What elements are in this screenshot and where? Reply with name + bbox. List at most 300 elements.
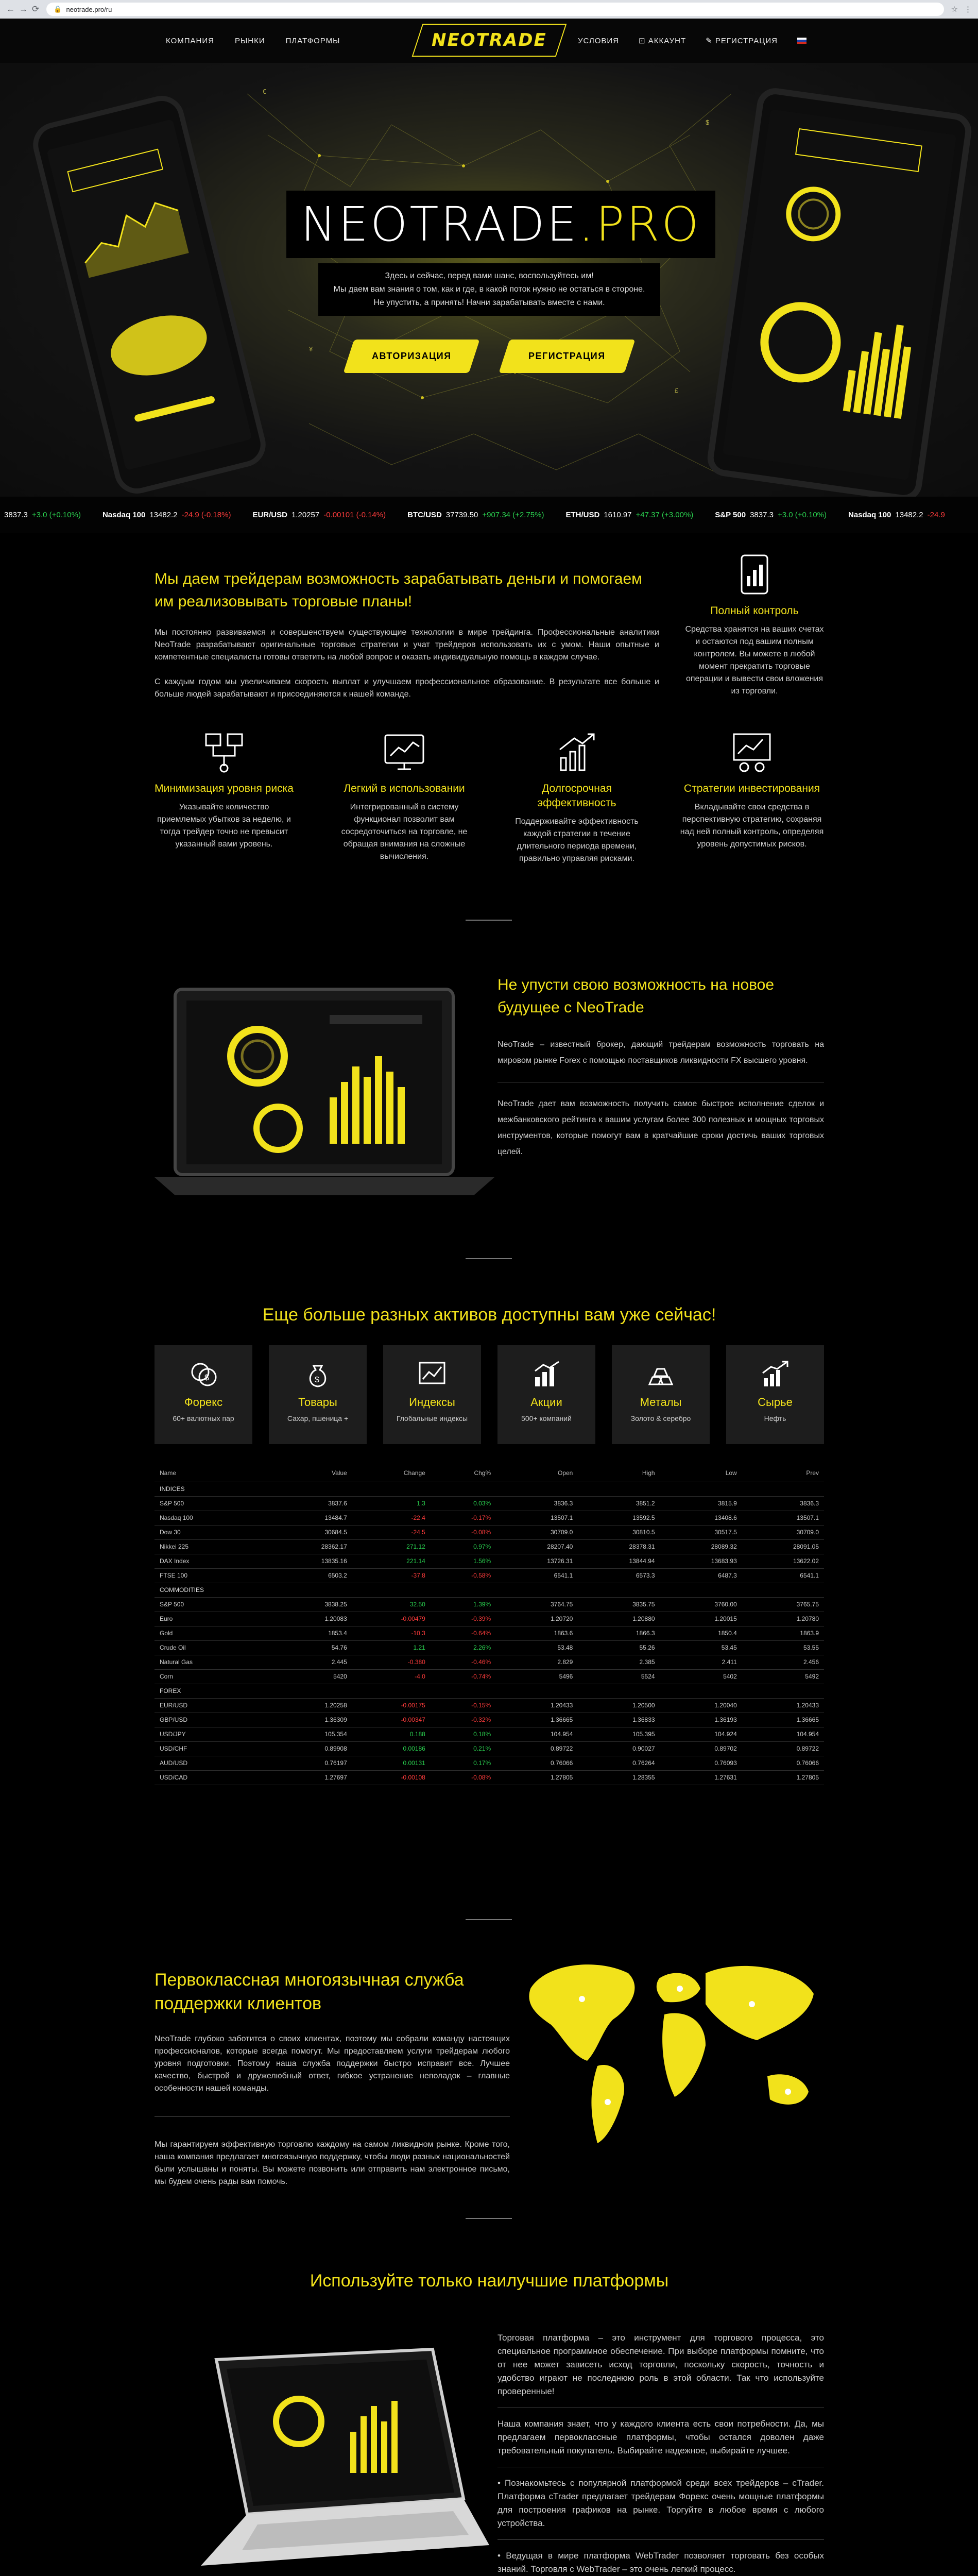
asset-subtitle: Золото & серебро [630, 1414, 691, 1422]
table-cell: 0.18% [431, 1727, 496, 1741]
site-logo[interactable] [412, 24, 567, 57]
table-cell: -0.32% [431, 1713, 496, 1727]
nav-markets[interactable]: РЫНКИ [234, 36, 265, 45]
column-header: Name [155, 1464, 270, 1482]
table-row[interactable] [155, 1597, 824, 1612]
menu-icon[interactable]: ⋮ [964, 5, 972, 14]
table-cell: -0.74% [431, 1669, 496, 1684]
column-header: Change [352, 1464, 431, 1482]
table-cell: 0.03% [431, 1496, 496, 1511]
table-cell: 6541.1 [742, 1568, 824, 1583]
laptop-illustration [155, 979, 494, 1206]
table-cell: 1.27697 [270, 1770, 352, 1785]
asset-cards [155, 1345, 824, 1444]
feature-title: Полный контроль [710, 605, 799, 617]
table-cell: 1.20880 [578, 1612, 660, 1626]
future-paragraph-1: NeoTrade – известный брокер, дающий трейдерам возможность торговать на мировом рынке Forex с помощью поставщиков ликвидности FX высшего уровня. [497, 1040, 824, 1065]
table-cell: 0.188 [352, 1727, 431, 1741]
ticker-item[interactable] [102, 511, 231, 519]
table-row[interactable] [155, 1698, 824, 1713]
table-cell: 2.26% [431, 1640, 496, 1655]
table-cell: -0.64% [431, 1626, 496, 1640]
table-cell: 1.36193 [660, 1713, 742, 1727]
table-cell: Gold [155, 1626, 270, 1640]
feature-text: Средства хранятся на ваших счетах и остаются под вашим полным контролем. Вы можете в любой момент прекратить торговые операции и вывести свои вложения из торговли. [685, 625, 824, 696]
table-cell: 3760.00 [660, 1597, 742, 1612]
table-cell: 13592.5 [578, 1511, 660, 1525]
table-cell: 0.89908 [270, 1741, 352, 1756]
table-cell: 3837.6 [270, 1496, 352, 1511]
table-cell: 53.48 [496, 1640, 578, 1655]
table-cell: 1.20083 [270, 1612, 352, 1626]
hero-title-main: NEOTRADE [301, 197, 579, 252]
table-cell: 1.20040 [660, 1698, 742, 1713]
table-cell: -0.08% [431, 1770, 496, 1785]
table-cell: 0.89722 [496, 1741, 578, 1756]
ticker-symbol: EUR/USD [252, 510, 287, 519]
top-nav [0, 19, 978, 63]
asset-subtitle: Сахар, пшеница + [287, 1414, 349, 1422]
browser-nav [6, 4, 39, 14]
support-text-block [155, 1968, 510, 2188]
section-divider [466, 920, 512, 921]
ticker-symbol: S&P 500 [715, 510, 746, 519]
asset-subtitle: Нефть [764, 1414, 786, 1422]
platforms-title: Используйте только наилучшие платформы [310, 2271, 669, 2291]
future-title: Не упусти свою возможность на новое будущее с NeoTrade [497, 976, 775, 1016]
table-row[interactable] [155, 1727, 824, 1741]
table-cell: Corn [155, 1669, 270, 1684]
ticker-change: +47.37 (+3.00%) [636, 510, 694, 519]
table-category-row [155, 1482, 824, 1496]
asset-title: Металы [640, 1396, 682, 1409]
nav-conditions[interactable]: УСЛОВИЯ [578, 36, 619, 45]
table-cell: 30684.5 [270, 1525, 352, 1539]
ticker-value: 1.20257 [291, 510, 320, 519]
table-cell: 53.55 [742, 1640, 824, 1655]
table-cell: 30517.5 [660, 1525, 742, 1539]
table-cell: FTSE 100 [155, 1568, 270, 1583]
asset-title: Товары [298, 1396, 337, 1409]
ticker-value: 3837.3 [4, 510, 28, 519]
nav-register[interactable] [706, 36, 778, 45]
table-cell: 5496 [496, 1669, 578, 1684]
table-cell: GBP/USD [155, 1713, 270, 1727]
table-cell: 13726.31 [496, 1554, 578, 1568]
support-paragraph-2: Мы гарантируем эффективную торговлю каждому на самом ликвидном рынке. Кроме того, наша компания предлагает многоязычную поддержку, чтобы люди разных национальностей были услышаны и поняты. Вы можете позвонить или отправить нам электронное письмо, мы будем очень рады вам помочь. [155, 2140, 510, 2186]
tablet-chart-graphic [723, 109, 957, 480]
table-cell: 104.924 [660, 1727, 742, 1741]
intro-paragraph-1: Мы постоянно развиваемся и совершенствуем существующие технологии в мире трейдинга. Профессиональные аналитики NeoTrade разрабатывают оригинальные торговые стратегии и учат трейдеров использовать их с умом. Наши опытные и компетентные специалисты готовы ответить на любой вопрос и оказать индивидуальную помощь в каждом случае. [155, 628, 659, 662]
login-button-label: АВТОРИЗАЦИЯ [371, 351, 452, 361]
login-button[interactable] [343, 340, 479, 373]
asset-subtitle: Глобальные индексы [396, 1414, 468, 1422]
table-cell: 0.00131 [352, 1756, 431, 1770]
table-cell: 13683.93 [660, 1554, 742, 1568]
reload-icon[interactable]: ⟳ [32, 4, 40, 14]
phone-chart-icon [685, 551, 824, 598]
table-cell: 1850.4 [660, 1626, 742, 1640]
table-cell: 1.56% [431, 1554, 496, 1568]
table-cell: 13484.7 [270, 1511, 352, 1525]
table-cell: 1.20258 [270, 1698, 352, 1713]
feature-text: Интегрированный в систему функционал позволит вам сосредоточиться на торговле, не обращая внимания на сложные вычисления. [341, 803, 468, 861]
table-cell: 0.00186 [352, 1741, 431, 1756]
table-category-row [155, 1684, 824, 1698]
table-cell: -0.00175 [352, 1698, 431, 1713]
feature-text: Вкладывайте свои средства в перспективную стратегию, сохраняя над ней полный контроль, определяя уровень допустимых рисков. [680, 803, 824, 849]
svg-text:$: $ [204, 1374, 209, 1382]
ticker-value: 13482.2 [895, 510, 923, 519]
tablet-screen [723, 109, 957, 480]
platforms-separator [497, 2539, 824, 2540]
strategy-chart-icon [680, 729, 824, 775]
table-cell: 0.89722 [742, 1741, 824, 1756]
register-icon: ✎ [706, 37, 715, 45]
feature-title: Минимизация уровня риска [155, 783, 294, 794]
table-cell: -0.00347 [352, 1713, 431, 1727]
forward-icon[interactable]: → [19, 4, 28, 14]
table-row[interactable] [155, 1655, 824, 1669]
back-icon[interactable]: ← [6, 4, 15, 14]
table-cell: 0.76066 [496, 1756, 578, 1770]
column-header: Chg% [431, 1464, 496, 1482]
table-cell: 5402 [660, 1669, 742, 1684]
table-cell: -0.08% [431, 1525, 496, 1539]
growth-arrow-icon [507, 729, 646, 775]
ticker-value: 3837.3 [750, 510, 774, 519]
table-row[interactable] [155, 1713, 824, 1727]
table-cell: 0.90027 [578, 1741, 660, 1756]
table-cell: -0.15% [431, 1698, 496, 1713]
table-cell: 1863.9 [742, 1626, 824, 1640]
table-cell: 30709.0 [496, 1525, 578, 1539]
risk-chart-icon [155, 729, 294, 775]
ticker-item[interactable] [565, 511, 693, 519]
table-row[interactable] [155, 1741, 824, 1756]
ticker-symbol: ETH/USD [565, 510, 600, 519]
platforms-paragraph-1: Торговая платформа – это инструмент для торгового процесса, это специальное программное обеспечение. При выборе платформы помните, что от нее может зависеть исход торговли, поскольку скорость, точность и удобство играют не последнюю роль в этой области. Так что используйте проверенные! [497, 2333, 824, 2396]
table-cell: 13844.94 [578, 1554, 660, 1568]
table-cell: 3851.2 [578, 1496, 660, 1511]
asset-card-forex[interactable] [155, 1345, 252, 1444]
table-cell: 6503.2 [270, 1568, 352, 1583]
table-cell: 0.21% [431, 1741, 496, 1756]
table-cell: 55.26 [578, 1640, 660, 1655]
table-cell: 32.50 [352, 1597, 431, 1612]
feature-easy [332, 729, 476, 863]
ticker-value: 1610.97 [604, 510, 632, 519]
table-cell: 5524 [578, 1669, 660, 1684]
table-row[interactable] [155, 1626, 824, 1640]
category-label: FOREX [155, 1684, 824, 1698]
svg-text:$: $ [706, 118, 710, 126]
hero-title [286, 191, 715, 258]
table-cell: Natural Gas [155, 1655, 270, 1669]
support-title: Первоклассная многоязычная служба поддержки клиентов [155, 1970, 464, 2013]
table-cell: -37.8 [352, 1568, 431, 1583]
asset-card-stocks[interactable] [497, 1345, 595, 1444]
table-cell: 1.27805 [496, 1770, 578, 1785]
column-header: Low [660, 1464, 742, 1482]
table-cell: EUR/USD [155, 1698, 270, 1713]
table-category-row [155, 1583, 824, 1597]
table-cell: -24.5 [352, 1525, 431, 1539]
column-header: Open [496, 1464, 578, 1482]
table-cell: 5492 [742, 1669, 824, 1684]
feature-title: Стратегии инвестирования [683, 783, 820, 794]
ticker-change: -0.00101 (-0.14%) [323, 510, 386, 519]
ticker-value: 13482.2 [149, 510, 178, 519]
table-row[interactable] [155, 1612, 824, 1626]
table-row[interactable] [155, 1640, 824, 1655]
ticker-item[interactable] [848, 511, 945, 519]
table-cell: 1.36309 [270, 1713, 352, 1727]
table-cell: 30810.5 [578, 1525, 660, 1539]
table-cell: USD/CAD [155, 1770, 270, 1785]
table-cell: 6487.3 [660, 1568, 742, 1583]
nav-account[interactable] [639, 36, 686, 45]
table-cell: 1.27631 [660, 1770, 742, 1785]
table-cell: 2.456 [742, 1655, 824, 1669]
feature-long-term [507, 729, 646, 865]
platforms-paragraph-3: • Познакомьтесь с популярной платформой среди всех трейдеров – cTrader. Платформа cTrader предлагает трейдерам Форекс очень мощные платформы для построения графиков на рынке. Торгуйте в любое время с любого устройства. [497, 2478, 824, 2528]
table-cell: 28089.32 [660, 1539, 742, 1554]
platforms-text-block [497, 2331, 824, 2576]
assets-title: Еще больше разных активов доступны вам уже сейчас! [262, 1305, 716, 1325]
table-cell: AUD/USD [155, 1756, 270, 1770]
table-cell: -0.00479 [352, 1612, 431, 1626]
asset-card-indices[interactable] [383, 1345, 481, 1444]
table-cell: 13507.1 [496, 1511, 578, 1525]
table-cell: 1.36833 [578, 1713, 660, 1727]
ticker-symbol: Nasdaq 100 [848, 510, 891, 519]
intro-paragraph-2: С каждым годом мы увеличиваем скорость выплат и улучшаем профессиональное образование. В результате все больше и больше людей зарабатывают и присоединяются к нашей команде. [155, 677, 659, 699]
asset-subtitle: 60+ валютных пар [173, 1414, 234, 1422]
table-cell: Nasdaq 100 [155, 1511, 270, 1525]
table-cell: 104.954 [496, 1727, 578, 1741]
table-cell: -10.3 [352, 1626, 431, 1640]
asset-card-metals[interactable] [612, 1345, 710, 1444]
url-text: neotrade.pro/ru [66, 5, 112, 13]
table-cell: 3836.3 [496, 1496, 578, 1511]
logo-text: NEOTRADE [432, 30, 547, 50]
table-cell: 1.27805 [742, 1770, 824, 1785]
asset-subtitle: 500+ компаний [521, 1414, 572, 1422]
register-button-label: РЕГИСТРАЦИЯ [528, 351, 606, 361]
gold-bars-icon [612, 1359, 710, 1389]
section-divider [466, 2218, 512, 2219]
laptop-platform-illustration [155, 2329, 494, 2576]
table-cell: Crude Oil [155, 1640, 270, 1655]
hero-text-line-2: Мы даем вам знания о том, как и где, в какой поток нужно не остаться в стороне. [333, 285, 645, 294]
table-cell: -22.4 [352, 1511, 431, 1525]
table-cell: -0.58% [431, 1568, 496, 1583]
table-cell: 0.17% [431, 1756, 496, 1770]
platforms-paragraph-4: • Ведущая в мире платформа WebTrader позволяет торговать без особых знаний. Торговля с WebTrader – это очень легкий процесс. [497, 2551, 824, 2574]
world-map-illustration [510, 1942, 829, 2159]
table-cell: 3835.75 [578, 1597, 660, 1612]
table-cell: 1853.4 [270, 1626, 352, 1640]
growth-graph-icon [726, 1359, 824, 1389]
hero-buttons [286, 340, 692, 373]
support-paragraph-1: NeoTrade глубоко заботится о своих клиентах, поэтому мы собрали команду настоящих профессионалов, которые всегда помогут. Мы предоставляем услуги трейдерам любого уровня подготовки. Поэтому наша служба поддержки быстро исправит все. Лучшее качество, быстрой и дружелюбный ответ, гибкое устранение неполадок – главные особенности нашей команды. [155, 2035, 510, 2093]
category-label: INDICES [155, 1482, 824, 1496]
quotes-header-row [155, 1464, 824, 1482]
table-cell: 1.20720 [496, 1612, 578, 1626]
table-cell: 271.12 [352, 1539, 431, 1554]
table-cell: -0.00108 [352, 1770, 431, 1785]
table-cell: 13622.02 [742, 1554, 824, 1568]
table-cell: 30709.0 [742, 1525, 824, 1539]
line-chart-icon [383, 1359, 481, 1389]
hero-content [286, 191, 701, 373]
asset-card-commodities[interactable] [269, 1345, 367, 1444]
table-row[interactable] [155, 1525, 824, 1539]
table-row[interactable] [155, 1496, 824, 1511]
table-cell: -0.46% [431, 1655, 496, 1669]
table-row[interactable] [155, 1554, 824, 1568]
table-cell: 1.36665 [742, 1713, 824, 1727]
hero-title-suffix: .PRO [578, 197, 701, 252]
browser-actions [951, 5, 972, 14]
table-cell: -0.39% [431, 1612, 496, 1626]
table-row[interactable] [155, 1568, 824, 1583]
table-row[interactable] [155, 1511, 824, 1525]
register-button[interactable] [499, 340, 635, 373]
table-cell: 1.36665 [496, 1713, 578, 1727]
nav-platforms[interactable]: ПЛАТФОРМЫ [285, 36, 340, 45]
table-row[interactable] [155, 1539, 824, 1554]
section-divider [466, 1258, 512, 1259]
future-paragraph-2: NeoTrade дает вам возможность получить самое быстрое исполнение сделок и межбанковского рейтинга к вашим услугам более 300 полезных и мощных торговых инструментов, которые помогут вам в кратчайшие сроки достичь ваших торговых целей. [497, 1099, 824, 1156]
table-cell: S&P 500 [155, 1496, 270, 1511]
future-text-block [497, 974, 824, 1160]
ticker-symbol: BTC/USD [407, 510, 442, 519]
table-cell: 105.395 [578, 1727, 660, 1741]
table-cell: 1.21 [352, 1640, 431, 1655]
ticker-change: -24.9 (-0.18%) [181, 510, 231, 519]
table-cell: 54.76 [270, 1640, 352, 1655]
table-cell: 13507.1 [742, 1511, 824, 1525]
ticker-change: +907.34 (+2.75%) [482, 510, 544, 519]
table-cell: 221.14 [352, 1554, 431, 1568]
table-cell: 3764.75 [496, 1597, 578, 1612]
feature-risk [155, 729, 294, 851]
hero-text [318, 263, 661, 316]
table-cell: 6541.1 [496, 1568, 578, 1583]
table-cell: 105.354 [270, 1727, 352, 1741]
table-cell: 0.76264 [578, 1756, 660, 1770]
quotes-table [155, 1464, 824, 1785]
table-cell: S&P 500 [155, 1597, 270, 1612]
nav-company[interactable]: КОМПАНИЯ [166, 36, 214, 45]
asset-title: Индексы [409, 1396, 455, 1409]
table-cell: 13835.16 [270, 1554, 352, 1568]
table-cell: 0.97% [431, 1539, 496, 1554]
table-cell: -0.380 [352, 1655, 431, 1669]
ticker-symbol: Nasdaq 100 [102, 510, 146, 519]
table-cell: Dow 30 [155, 1525, 270, 1539]
table-cell: Nikkei 225 [155, 1539, 270, 1554]
table-cell: 1866.3 [578, 1626, 660, 1640]
svg-text:$: $ [315, 1376, 319, 1384]
svg-text:¥: ¥ [309, 345, 313, 353]
ticker-item[interactable] [407, 511, 544, 519]
lock-icon: 🔒 [54, 5, 62, 13]
language-flag-icon[interactable] [797, 38, 807, 44]
feature-strategy [680, 729, 824, 851]
svg-text:£: £ [675, 386, 679, 394]
table-cell: 1.3 [352, 1496, 431, 1511]
address-bar[interactable] [46, 3, 943, 16]
asset-card-raw[interactable] [726, 1345, 824, 1444]
table-cell: 6573.3 [578, 1568, 660, 1583]
table-cell: 1.20433 [496, 1698, 578, 1713]
category-label: COMMODITIES [155, 1583, 824, 1597]
ticker-item[interactable] [252, 511, 386, 519]
hero-text-line-1: Здесь и сейчас, перед вами шанс, воспользуйтесь им! [385, 272, 594, 280]
table-row[interactable] [155, 1770, 824, 1785]
table-cell: 1.20780 [742, 1612, 824, 1626]
table-cell: 53.45 [660, 1640, 742, 1655]
table-cell: Euro [155, 1612, 270, 1626]
table-row[interactable] [155, 1756, 824, 1770]
price-ticker [0, 497, 978, 533]
column-header: Value [270, 1464, 352, 1482]
table-cell: 0.76066 [742, 1756, 824, 1770]
nav-register-label: РЕГИСТРАЦИЯ [715, 37, 778, 45]
table-cell: DAX Index [155, 1554, 270, 1568]
table-cell: 0.76197 [270, 1756, 352, 1770]
table-cell: 1.20500 [578, 1698, 660, 1713]
table-cell: 0.89702 [660, 1741, 742, 1756]
ticker-change: +3.0 (+0.10%) [31, 510, 81, 519]
table-cell: 2.445 [270, 1655, 352, 1669]
nav-right [578, 36, 807, 45]
column-header: Prev [742, 1464, 824, 1482]
table-cell: 3815.9 [660, 1496, 742, 1511]
ticker-change: -24.9 [927, 510, 945, 519]
star-icon[interactable]: ☆ [951, 5, 958, 14]
feature-text: Поддерживайте эффективность каждой стратегии в течение длительного периода времени, правильно управляя рисками. [515, 817, 639, 863]
table-cell: 28207.40 [496, 1539, 578, 1554]
table-cell: 2.385 [578, 1655, 660, 1669]
asset-title: Форекс [184, 1396, 223, 1409]
asset-title: Сырье [758, 1396, 793, 1409]
table-cell: 1.39% [431, 1597, 496, 1612]
table-cell: -4.0 [352, 1669, 431, 1684]
section-divider [466, 1919, 512, 1920]
table-cell: 3838.25 [270, 1597, 352, 1612]
table-cell: 104.954 [742, 1727, 824, 1741]
table-cell: 13408.6 [660, 1511, 742, 1525]
ticker-value: 37739.50 [445, 510, 478, 519]
table-cell: 2.411 [660, 1655, 742, 1669]
table-row[interactable] [155, 1669, 824, 1684]
ticker-item[interactable] [0, 511, 81, 519]
ticker-item[interactable] [715, 511, 827, 519]
table-cell: -0.17% [431, 1511, 496, 1525]
feature-title: Долгосрочная эффективность [537, 783, 616, 809]
table-cell: 2.829 [496, 1655, 578, 1669]
ticker-change: +3.0 (+0.10%) [777, 510, 827, 519]
feature-text: Указывайте количество приемлемых убытков за неделю, и тогда трейдер точно не превысит указанный вами уровень. [157, 803, 291, 849]
hero-text-line-3: Не упустить, а принять! Начни зарабатывать вместе с нами. [373, 298, 605, 307]
feature-full-control [685, 551, 824, 698]
table-cell: USD/CHF [155, 1741, 270, 1756]
bar-chart-icon [497, 1359, 595, 1389]
